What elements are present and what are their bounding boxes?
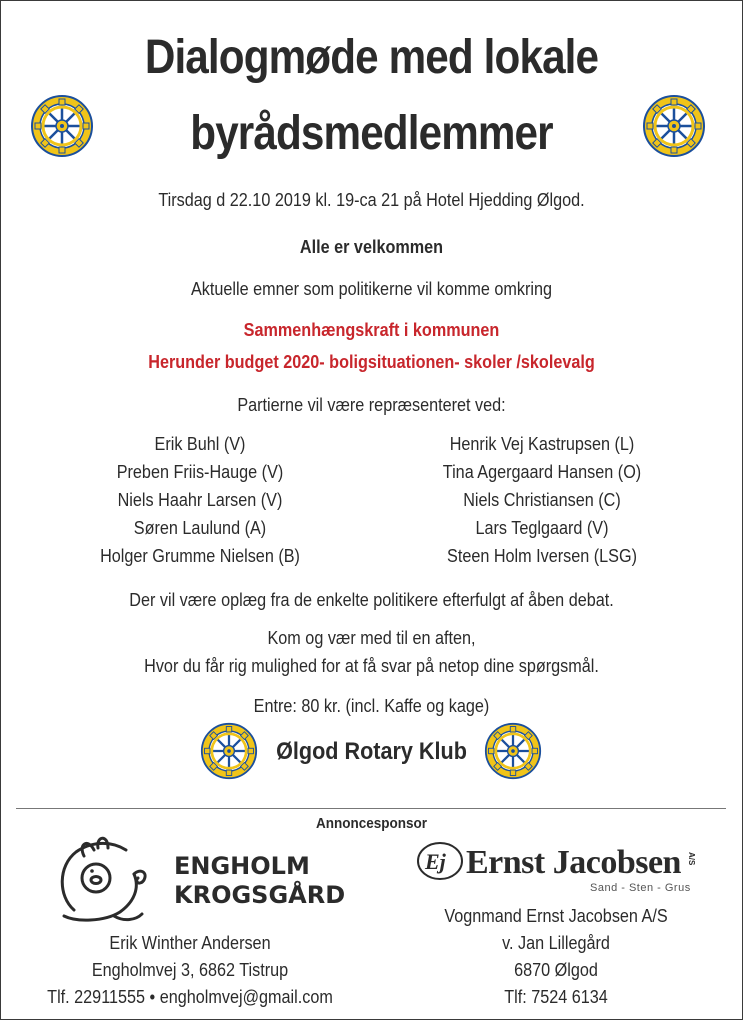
- politician-name: Holger Grumme Nielsen (B): [100, 546, 300, 566]
- club-name: Ølgod Rotary Klub: [276, 738, 467, 765]
- topics-intro: Aktuelle emner som politikerne vil komme omkring: [190, 279, 553, 299]
- ernst-logo-name: Ernst Jacobsen: [466, 844, 681, 881]
- politician-name: Niels Christiansen (C): [463, 490, 621, 510]
- engholm-phone-email: Tlf. 22911555 • engholmvej@gmail.com: [47, 987, 333, 1007]
- politician-name: Preben Friis-Hauge (V): [116, 462, 284, 482]
- engholm-contact: Erik Winther Andersen: [109, 933, 271, 953]
- engholm-logo-text: [174, 852, 345, 910]
- ernst-line-3: 6870 Ølgod: [514, 960, 598, 980]
- ernst-line-4: Tlf: 7524 6134: [504, 987, 608, 1007]
- ernst-address-block: [398, 903, 715, 1011]
- event-date-location: Tirsdag d 22.10 2019 kl. 19-ca 21 på Hotel Hjedding Ølgod.: [158, 190, 585, 210]
- ernst-line-2: v. Jan Lillegård: [502, 933, 610, 953]
- politician-name: Tina Agergaard Hansen (O): [442, 462, 642, 482]
- engholm-address: Engholmvej 3, 6862 Tistrup: [91, 960, 289, 980]
- politician-name: Erik Buhl (V): [154, 434, 246, 454]
- invite-line-2: Hvor du får rig mulighed for at få svar på netop dine spørgsmål.: [144, 656, 599, 676]
- topic-1: Sammenhængskraft i kommunen: [243, 320, 500, 340]
- topic-2: Herunder budget 2020- boligsituationen- skoler /skolevalg: [148, 352, 595, 372]
- sponsor-label: Annoncesponsor: [315, 815, 428, 832]
- ej-monogram-icon: [416, 840, 464, 882]
- page-title-line-1: Dialogmøde med lokale: [144, 31, 599, 84]
- politician-name: Henrik Vej Kastrupsen (L): [449, 434, 635, 454]
- politicians-right-list: [389, 430, 695, 570]
- ernst-line-1: Vognmand Ernst Jacobsen A/S: [444, 906, 668, 926]
- engholm-logo-line-1: ENGHOLM: [174, 852, 310, 880]
- pig-logo-icon: [54, 836, 166, 926]
- ernst-logo-tagline: Sand - Sten - Grus: [590, 882, 691, 894]
- politician-name: Niels Haahr Larsen (V): [117, 490, 283, 510]
- rotary-wheel-icon: [484, 722, 542, 780]
- politicians-left-list: [47, 430, 353, 570]
- page-title-line-2: byrådsmedlemmer: [190, 107, 553, 160]
- invite-line-1: Kom og vær med til en aften,: [267, 628, 476, 648]
- politician-name: Søren Laulund (A): [133, 518, 267, 538]
- ernst-logo-suffix: A/S: [687, 852, 696, 866]
- parties-intro: Partierne vil være repræsenteret ved:: [237, 395, 506, 415]
- engholm-address-block: [19, 930, 361, 1011]
- engholm-logo-line-2: KROGSGÅRD: [174, 881, 346, 909]
- svg-text:Ej: Ej: [425, 849, 446, 874]
- entry-price: Entre: 80 kr. (incl. Kaffe og kage): [253, 696, 490, 716]
- politician-name: Steen Holm Iversen (LSG): [447, 546, 637, 566]
- debate-text: Der vil være oplæg fra de enkelte politikere efterfulgt af åben debat.: [129, 590, 614, 610]
- section-divider: [16, 808, 726, 809]
- welcome-text: Alle er velkommen: [299, 237, 444, 257]
- politician-name: Lars Teglgaard (V): [475, 518, 609, 538]
